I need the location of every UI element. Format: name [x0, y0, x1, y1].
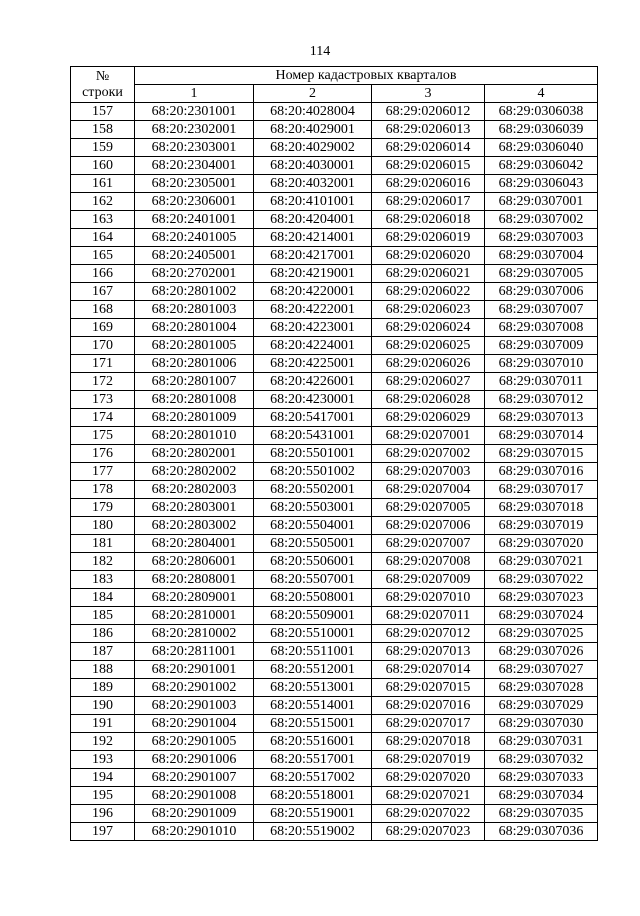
cadastral-number-cell: 68:29:0207009 — [372, 571, 485, 589]
row-number-cell: 163 — [71, 211, 135, 229]
cadastral-number-cell: 68:20:2401001 — [135, 211, 254, 229]
cadastral-number-cell: 68:20:2303001 — [135, 139, 254, 157]
cadastral-number-cell: 68:20:2301001 — [135, 103, 254, 121]
cadastral-number-cell: 68:20:5508001 — [254, 589, 372, 607]
cadastral-number-cell: 68:29:0306043 — [485, 175, 598, 193]
cadastral-number-cell: 68:29:0206017 — [372, 193, 485, 211]
row-number-cell: 195 — [71, 787, 135, 805]
table-row — [71, 823, 598, 841]
cadastral-number-cell: 68:20:4217001 — [254, 247, 372, 265]
cadastral-number-cell: 68:20:2901007 — [135, 769, 254, 787]
cadastral-number-cell: 68:29:0307029 — [485, 697, 598, 715]
row-number-cell: 178 — [71, 481, 135, 499]
cadastral-number-cell: 68:29:0206023 — [372, 301, 485, 319]
table-row — [71, 337, 598, 355]
cadastral-number-cell: 68:20:2802003 — [135, 481, 254, 499]
row-number-cell: 187 — [71, 643, 135, 661]
cadastral-number-cell: 68:29:0207016 — [372, 697, 485, 715]
cadastral-number-cell: 68:20:2901009 — [135, 805, 254, 823]
row-number-cell: 188 — [71, 661, 135, 679]
table-row — [71, 517, 598, 535]
cadastral-number-cell: 68:20:4230001 — [254, 391, 372, 409]
cadastral-number-cell: 68:29:0206027 — [372, 373, 485, 391]
cadastral-number-cell: 68:29:0207014 — [372, 661, 485, 679]
cadastral-number-cell: 68:29:0307015 — [485, 445, 598, 463]
cadastral-number-cell: 68:20:4204001 — [254, 211, 372, 229]
cadastral-number-cell: 68:20:2306001 — [135, 193, 254, 211]
cadastral-number-cell: 68:20:4101001 — [254, 193, 372, 211]
row-number-cell: 158 — [71, 121, 135, 139]
table-row — [71, 499, 598, 517]
cadastral-number-cell: 68:20:2809001 — [135, 589, 254, 607]
cadastral-number-cell: 68:29:0307008 — [485, 319, 598, 337]
cadastral-number-cell: 68:29:0207003 — [372, 463, 485, 481]
cadastral-number-cell: 68:20:5517001 — [254, 751, 372, 769]
cadastral-number-cell: 68:20:4029002 — [254, 139, 372, 157]
cadastral-number-cell: 68:20:2810002 — [135, 625, 254, 643]
table-row — [71, 373, 598, 391]
cadastral-number-cell: 68:29:0307030 — [485, 715, 598, 733]
row-number-header-line2: строки — [82, 84, 123, 100]
cadastral-number-cell: 68:20:2811001 — [135, 643, 254, 661]
cadastral-number-cell: 68:29:0307020 — [485, 535, 598, 553]
cadastral-number-cell: 68:29:0207012 — [372, 625, 485, 643]
column-header: 2 — [254, 85, 372, 103]
cadastral-number-cell: 68:29:0207001 — [372, 427, 485, 445]
row-number-cell: 183 — [71, 571, 135, 589]
cadastral-number-cell: 68:29:0307025 — [485, 625, 598, 643]
row-number-cell: 165 — [71, 247, 135, 265]
cadastral-number-cell: 68:29:0207010 — [372, 589, 485, 607]
cadastral-number-cell: 68:20:4220001 — [254, 283, 372, 301]
row-number-cell: 190 — [71, 697, 135, 715]
table-row — [71, 697, 598, 715]
cadastral-number-cell: 68:20:5502001 — [254, 481, 372, 499]
cadastral-number-cell: 68:20:2801006 — [135, 355, 254, 373]
table-row — [71, 265, 598, 283]
cadastral-number-cell: 68:29:0207020 — [372, 769, 485, 787]
cadastral-number-cell: 68:20:5504001 — [254, 517, 372, 535]
cadastral-number-cell: 68:20:5505001 — [254, 535, 372, 553]
cadastral-number-cell: 68:29:0307028 — [485, 679, 598, 697]
table-row — [71, 625, 598, 643]
row-number-cell: 167 — [71, 283, 135, 301]
cadastral-number-cell: 68:20:2401005 — [135, 229, 254, 247]
row-number-cell: 182 — [71, 553, 135, 571]
row-number-cell: 176 — [71, 445, 135, 463]
row-number-cell: 194 — [71, 769, 135, 787]
row-number-cell: 192 — [71, 733, 135, 751]
table-row — [71, 193, 598, 211]
cadastral-number-cell: 68:29:0307027 — [485, 661, 598, 679]
cadastral-number-cell: 68:20:4226001 — [254, 373, 372, 391]
row-number-cell: 168 — [71, 301, 135, 319]
cadastral-number-cell: 68:29:0307009 — [485, 337, 598, 355]
cadastral-number-cell: 68:20:5417001 — [254, 409, 372, 427]
cadastral-number-cell: 68:29:0206025 — [372, 337, 485, 355]
table-row — [71, 805, 598, 823]
cadastral-number-cell: 68:29:0207011 — [372, 607, 485, 625]
cadastral-number-cell: 68:20:5501002 — [254, 463, 372, 481]
cadastral-number-cell: 68:29:0207005 — [372, 499, 485, 517]
cadastral-number-cell: 68:20:2808001 — [135, 571, 254, 589]
row-number-cell: 186 — [71, 625, 135, 643]
table-row — [71, 553, 598, 571]
cadastral-number-cell: 68:29:0306040 — [485, 139, 598, 157]
cadastral-number-cell: 68:29:0307022 — [485, 571, 598, 589]
row-number-cell: 191 — [71, 715, 135, 733]
table-row — [71, 607, 598, 625]
cadastral-number-cell: 68:20:2802002 — [135, 463, 254, 481]
cadastral-number-cell: 68:20:5510001 — [254, 625, 372, 643]
row-number-cell: 171 — [71, 355, 135, 373]
cadastral-number-cell: 68:20:5515001 — [254, 715, 372, 733]
column-header: 4 — [485, 85, 598, 103]
cadastral-number-cell: 68:29:0206029 — [372, 409, 485, 427]
table-row — [71, 157, 598, 175]
cadastral-number-cell: 68:20:2801004 — [135, 319, 254, 337]
cadastral-number-cell: 68:29:0206028 — [372, 391, 485, 409]
cadastral-number-cell: 68:20:5517002 — [254, 769, 372, 787]
cadastral-number-cell: 68:29:0206015 — [372, 157, 485, 175]
column-header: 3 — [372, 85, 485, 103]
cadastral-number-cell: 68:29:0206012 — [372, 103, 485, 121]
table-row — [71, 139, 598, 157]
cadastral-number-cell: 68:29:0307005 — [485, 265, 598, 283]
cadastral-number-cell: 68:20:5512001 — [254, 661, 372, 679]
cadastral-number-cell: 68:29:0207023 — [372, 823, 485, 841]
row-number-cell: 175 — [71, 427, 135, 445]
cadastral-number-cell: 68:29:0307019 — [485, 517, 598, 535]
table-row — [71, 769, 598, 787]
cadastral-number-cell: 68:20:5511001 — [254, 643, 372, 661]
cadastral-number-cell: 68:20:2802001 — [135, 445, 254, 463]
cadastral-number-cell: 68:20:2801008 — [135, 391, 254, 409]
cadastral-number-cell: 68:29:0307013 — [485, 409, 598, 427]
cadastral-number-cell: 68:29:0206014 — [372, 139, 485, 157]
cadastral-number-cell: 68:29:0306038 — [485, 103, 598, 121]
cadastral-number-cell: 68:29:0207017 — [372, 715, 485, 733]
cadastral-number-cell: 68:20:5516001 — [254, 733, 372, 751]
table-row — [71, 733, 598, 751]
table-row — [71, 247, 598, 265]
cadastral-number-cell: 68:20:2901002 — [135, 679, 254, 697]
cadastral-number-cell: 68:20:4225001 — [254, 355, 372, 373]
cadastral-number-cell: 68:29:0206026 — [372, 355, 485, 373]
cadastral-number-cell: 68:29:0307007 — [485, 301, 598, 319]
row-number-cell: 180 — [71, 517, 135, 535]
table-body — [71, 103, 598, 841]
table-row — [71, 283, 598, 301]
row-number-cell: 177 — [71, 463, 135, 481]
cadastral-number-cell: 68:20:2305001 — [135, 175, 254, 193]
cadastral-number-cell: 68:20:2801005 — [135, 337, 254, 355]
table-row — [71, 535, 598, 553]
cadastral-number-cell: 68:20:2901006 — [135, 751, 254, 769]
cadastral-number-cell: 68:20:5506001 — [254, 553, 372, 571]
cadastral-number-cell: 68:20:2806001 — [135, 553, 254, 571]
cadastral-number-cell: 68:20:2803001 — [135, 499, 254, 517]
table-row — [71, 355, 598, 373]
cadastral-number-cell: 68:29:0306042 — [485, 157, 598, 175]
cadastral-number-cell: 68:29:0207015 — [372, 679, 485, 697]
table-row — [71, 589, 598, 607]
cadastral-number-cell: 68:20:4223001 — [254, 319, 372, 337]
row-number-cell: 197 — [71, 823, 135, 841]
table-row — [71, 463, 598, 481]
cadastral-number-cell: 68:20:2801010 — [135, 427, 254, 445]
row-number-cell: 166 — [71, 265, 135, 283]
table-row — [71, 301, 598, 319]
cadastral-number-cell: 68:29:0307023 — [485, 589, 598, 607]
cadastral-number-cell: 68:20:4028004 — [254, 103, 372, 121]
cadastral-number-cell: 68:20:2405001 — [135, 247, 254, 265]
table-row — [71, 229, 598, 247]
table-row — [71, 787, 598, 805]
column-header: 1 — [135, 85, 254, 103]
cadastral-number-cell: 68:20:5513001 — [254, 679, 372, 697]
cadastral-number-cell: 68:20:2702001 — [135, 265, 254, 283]
cadastral-number-cell: 68:29:0307033 — [485, 769, 598, 787]
cadastral-number-cell: 68:29:0307017 — [485, 481, 598, 499]
cadastral-number-cell: 68:29:0307001 — [485, 193, 598, 211]
cadastral-number-cell: 68:29:0307012 — [485, 391, 598, 409]
cadastral-number-cell: 68:29:0307002 — [485, 211, 598, 229]
table-row — [71, 445, 598, 463]
cadastral-number-cell: 68:29:0307035 — [485, 805, 598, 823]
cadastral-number-cell: 68:29:0207006 — [372, 517, 485, 535]
table-row — [71, 751, 598, 769]
row-number-cell: 174 — [71, 409, 135, 427]
cadastral-number-cell: 68:29:0206020 — [372, 247, 485, 265]
row-number-header-line1: № — [95, 68, 110, 84]
cadastral-number-cell: 68:29:0206013 — [372, 121, 485, 139]
cadastral-number-cell: 68:20:4030001 — [254, 157, 372, 175]
row-number-cell: 157 — [71, 103, 135, 121]
cadastral-number-cell: 68:29:0207022 — [372, 805, 485, 823]
row-number-cell: 161 — [71, 175, 135, 193]
cadastral-number-cell: 68:29:0206018 — [372, 211, 485, 229]
cadastral-number-cell: 68:20:2803002 — [135, 517, 254, 535]
cadastral-number-cell: 68:29:0207018 — [372, 733, 485, 751]
row-number-cell: 173 — [71, 391, 135, 409]
row-number-cell: 170 — [71, 337, 135, 355]
cadastral-number-cell: 68:29:0307024 — [485, 607, 598, 625]
cadastral-number-cell: 68:29:0206016 — [372, 175, 485, 193]
cadastral-number-cell: 68:29:0206024 — [372, 319, 485, 337]
cadastral-number-cell: 68:20:2901003 — [135, 697, 254, 715]
group-title-header: Номер кадастровых кварталов — [135, 67, 598, 85]
row-number-cell: 179 — [71, 499, 135, 517]
cadastral-number-cell: 68:20:2901010 — [135, 823, 254, 841]
table-row — [71, 319, 598, 337]
cadastral-number-cell: 68:29:0307032 — [485, 751, 598, 769]
table-row — [71, 715, 598, 733]
cadastral-number-cell: 68:20:2804001 — [135, 535, 254, 553]
cadastral-number-cell: 68:20:5507001 — [254, 571, 372, 589]
row-number-cell: 185 — [71, 607, 135, 625]
row-number-cell: 160 — [71, 157, 135, 175]
cadastral-number-cell: 68:29:0206021 — [372, 265, 485, 283]
row-number-cell: 184 — [71, 589, 135, 607]
cadastral-number-cell: 68:20:4032001 — [254, 175, 372, 193]
table-header — [71, 67, 598, 103]
table-row — [71, 409, 598, 427]
row-number-header — [71, 67, 135, 103]
table-row — [71, 679, 598, 697]
cadastral-number-cell: 68:20:4219001 — [254, 265, 372, 283]
cadastral-number-cell: 68:29:0207013 — [372, 643, 485, 661]
cadastral-number-cell: 68:20:2304001 — [135, 157, 254, 175]
cadastral-number-cell: 68:20:2302001 — [135, 121, 254, 139]
row-number-cell: 189 — [71, 679, 135, 697]
cadastral-number-cell: 68:29:0207008 — [372, 553, 485, 571]
page-number: 114 — [309, 44, 331, 59]
cadastral-number-cell: 68:20:2901008 — [135, 787, 254, 805]
cadastral-number-cell: 68:20:2901005 — [135, 733, 254, 751]
cadastral-number-cell: 68:20:5509001 — [254, 607, 372, 625]
cadastral-number-cell: 68:29:0307026 — [485, 643, 598, 661]
table-row — [71, 103, 598, 121]
row-number-cell: 159 — [71, 139, 135, 157]
cadastral-number-cell: 68:20:4029001 — [254, 121, 372, 139]
cadastral-number-cell: 68:20:5519001 — [254, 805, 372, 823]
cadastral-number-cell: 68:20:2801009 — [135, 409, 254, 427]
row-number-cell: 193 — [71, 751, 135, 769]
cadastral-number-cell: 68:29:0206019 — [372, 229, 485, 247]
cadastral-number-cell: 68:29:0206022 — [372, 283, 485, 301]
cadastral-number-cell: 68:20:5431001 — [254, 427, 372, 445]
cadastral-quarters-table — [70, 66, 598, 841]
table-row — [71, 121, 598, 139]
cadastral-number-cell: 68:20:2801002 — [135, 283, 254, 301]
cadastral-number-cell: 68:29:0307006 — [485, 283, 598, 301]
cadastral-number-cell: 68:20:2810001 — [135, 607, 254, 625]
cadastral-number-cell: 68:20:2801003 — [135, 301, 254, 319]
cadastral-number-cell: 68:29:0307003 — [485, 229, 598, 247]
table-row — [71, 211, 598, 229]
cadastral-number-cell: 68:29:0207021 — [372, 787, 485, 805]
table-row — [71, 643, 598, 661]
cadastral-number-cell: 68:29:0307021 — [485, 553, 598, 571]
cadastral-number-cell: 68:29:0207007 — [372, 535, 485, 553]
cadastral-number-cell: 68:20:2901001 — [135, 661, 254, 679]
cadastral-number-cell: 68:20:5518001 — [254, 787, 372, 805]
cadastral-number-cell: 68:20:2801007 — [135, 373, 254, 391]
cadastral-number-cell: 68:20:4214001 — [254, 229, 372, 247]
row-number-cell: 172 — [71, 373, 135, 391]
cadastral-number-cell: 68:20:2901004 — [135, 715, 254, 733]
cadastral-number-cell: 68:20:5519002 — [254, 823, 372, 841]
cadastral-number-cell: 68:29:0207002 — [372, 445, 485, 463]
table-row — [71, 427, 598, 445]
cadastral-number-cell: 68:29:0207004 — [372, 481, 485, 499]
row-number-cell: 164 — [71, 229, 135, 247]
row-number-cell: 169 — [71, 319, 135, 337]
cadastral-number-cell: 68:20:5503001 — [254, 499, 372, 517]
cadastral-number-cell: 68:20:5514001 — [254, 697, 372, 715]
cadastral-number-cell: 68:20:4222001 — [254, 301, 372, 319]
cadastral-number-cell: 68:29:0306039 — [485, 121, 598, 139]
cadastral-number-cell: 68:29:0307004 — [485, 247, 598, 265]
table-row — [71, 481, 598, 499]
cadastral-number-cell: 68:29:0207019 — [372, 751, 485, 769]
table-row — [71, 175, 598, 193]
cadastral-number-cell: 68:20:4224001 — [254, 337, 372, 355]
cadastral-number-cell: 68:29:0307010 — [485, 355, 598, 373]
cadastral-number-cell: 68:29:0307014 — [485, 427, 598, 445]
row-number-cell: 181 — [71, 535, 135, 553]
table-row — [71, 661, 598, 679]
cadastral-number-cell: 68:29:0307018 — [485, 499, 598, 517]
cadastral-number-cell: 68:29:0307034 — [485, 787, 598, 805]
table-row — [71, 391, 598, 409]
cadastral-number-cell: 68:29:0307016 — [485, 463, 598, 481]
cadastral-number-cell: 68:29:0307011 — [485, 373, 598, 391]
table-row — [71, 571, 598, 589]
cadastral-number-cell: 68:29:0307031 — [485, 733, 598, 751]
row-number-cell: 196 — [71, 805, 135, 823]
cadastral-number-cell: 68:20:5501001 — [254, 445, 372, 463]
row-number-cell: 162 — [71, 193, 135, 211]
cadastral-number-cell: 68:29:0307036 — [485, 823, 598, 841]
